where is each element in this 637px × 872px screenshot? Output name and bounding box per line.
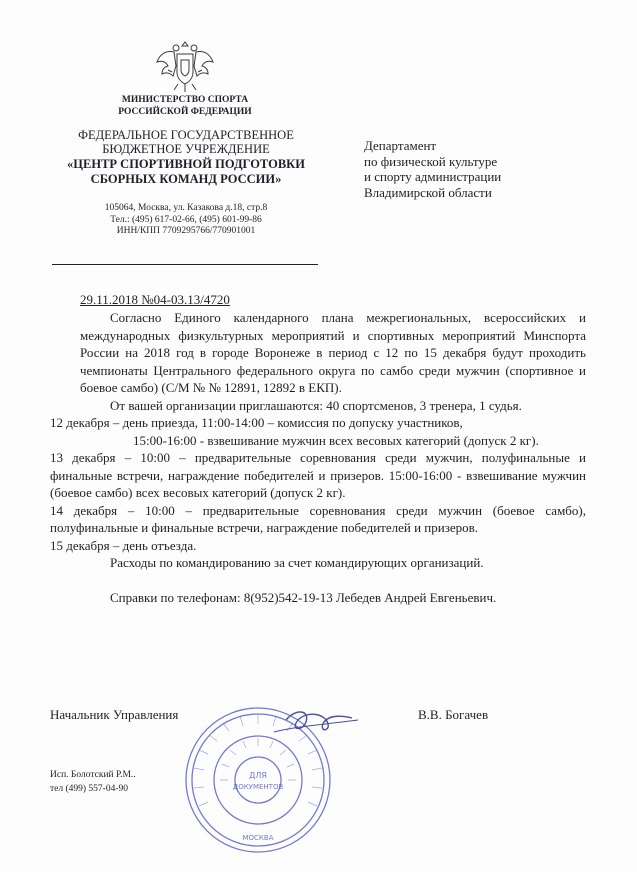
- body-paragraph: От вашей организации приглашаются: 40 спортсменов, 3 тренера, 1 судья.: [110, 397, 522, 413]
- letter-body: [50, 309, 586, 606]
- organization-address: 105064, Москва, ул. Казакова д.18, стр.8: [104, 203, 268, 213]
- signatory-title: Начальник Управления: [50, 707, 179, 722]
- stamp-center-bottom: ДОКУМЕНТОВ: [232, 783, 284, 791]
- executor-name: Исп. Болотский Р.М..: [50, 770, 136, 780]
- executor-info: [50, 769, 136, 796]
- signatory-name: В.В. Богачев: [418, 707, 489, 722]
- organization-name: «ЦЕНТР СПОРТИВНОЙ ПОДГОТОВКИ СБОРНЫХ КОМАНД РОССИИ»: [67, 157, 305, 186]
- body-paragraph: Согласно Единого календарного плана межрегиональных, всероссийских и международных физкультурных мероприятий и спортивных мероприятий Минспорта России на 2018 год в городе Воронеже в период с 12 по 15 декабря будут проходить чемпионаты Центрального федерального округа по самбо среди мужчин (спортивное и боевое самбо) (С/М № № 12891, 12892 в ЕКП).: [80, 310, 586, 395]
- ministry-name: МИНИСТЕРСТВО СПОРТА РОССИЙСКОЙ ФЕДЕРАЦИИ: [118, 95, 252, 117]
- body-paragraph: Справки по телефонам: 8(952)542-19-13 Лебедев Андрей Евгеньевич.: [110, 589, 497, 605]
- executor-phone: тел (499) 557-04-90: [50, 783, 129, 794]
- organization-inn: ИНН/КПП 7709295766/770901001: [116, 226, 256, 236]
- stamp-bottom: МОСКВА: [242, 834, 274, 842]
- recipient-block: Департамент по физической культуре и спорту администрации Владимирской области: [364, 138, 502, 200]
- stamp-center-top: ДЛЯ: [249, 771, 267, 780]
- header-divider: [52, 264, 318, 265]
- round-stamp-icon: [178, 680, 364, 860]
- body-paragraph: 15 декабря – день отъезда.: [50, 537, 197, 553]
- body-paragraph: Расходы по командированию за счет командирующих организаций.: [110, 555, 484, 570]
- organization-type: ФЕДЕРАЛЬНОЕ ГОСУДАРСТВЕННОЕ БЮДЖЕТНОЕ УЧРЕЖДЕНИЕ: [78, 128, 294, 156]
- body-paragraph: 13 декабря – 10:00 – предварительные соревнования среди мужчин, полуфинальные и финальные встречи, награждение победителей и призеров. 15:00-16:00 - взвешивание мужчин (боевое самбо) всех весовых категорий (допуск 2 кг).: [50, 450, 586, 500]
- body-paragraph: 15:00-16:00 - взвешивание мужчин всех весовых категорий (допуск 2 кг).: [133, 432, 539, 448]
- document-reference: 29.11.2018 №04-03.13/4720: [80, 292, 230, 307]
- organization-contacts: [52, 203, 320, 238]
- organization-phone: Тел.: (495) 617-02-66, (495) 601-99-86: [110, 214, 262, 225]
- double-headed-eagle-emblem-icon: [154, 36, 216, 94]
- body-paragraph: 14 декабря – 10:00 – предварительные соревнования среди мужчин (боевое самбо), полуфинальные и финальные встречи, награждение победителей и призеров.: [50, 502, 586, 535]
- body-paragraph: 12 декабря – день приезда, 11:00-14:00 – комиссия по допуску участников,: [50, 415, 463, 430]
